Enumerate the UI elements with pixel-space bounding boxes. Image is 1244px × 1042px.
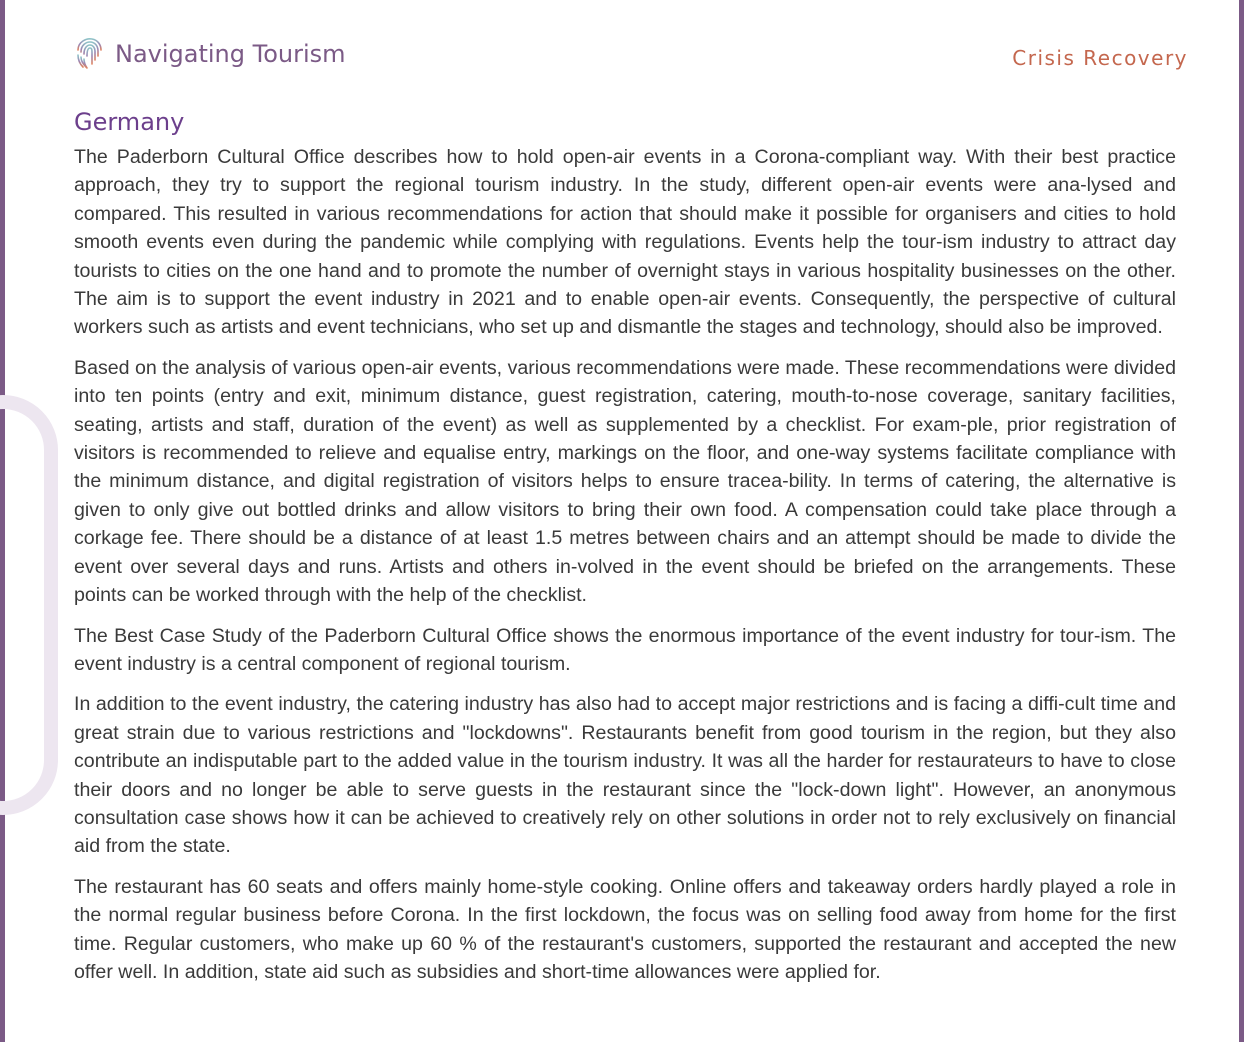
paragraph-3: The Best Case Study of the Paderborn Cultural Office shows the enormous importance of the event industry for tour-ism. The event industry is a central component of regional tourism.	[74, 624, 1176, 675]
background-watermark	[0, 395, 58, 815]
paragraph-4: In addition to the event industry, the catering industry has also had to accept major restrictions and is facing a diffi-cult time and great strain due to various restrictions and "lockdowns". Restaurants benefit from good tourism in the region, but they also contribute an indisputable part to the added value in the tourism industry. It was all the harder for restaurateurs to have to close their doors and no longer be able to serve guests in the restaurant since the "lock-down light". However, an anonymous consultation case shows how it can be achieved to creatively rely on other solutions in order not to rely exclusively on financial aid from the state.	[74, 693, 1176, 858]
paragraph-2: Based on the analysis of various open-air events, various recommendations were made. These recommendations were divided into ten points (entry and exit, minimum distance, guest registration, catering, mouth-to-nose coverage, sanitary facilities, seating, artists and staff, duration of the event) as well as supplemented by a checklist. For exam-ple, prior registration of visitors is recommended to relieve and equalise entry, markings on the floor, and one-way systems facilitate compliance with the minimum distance, and digital registration of visitors helps to ensure tracea-bility. In terms of catering, the alternative is given to only give out bottled drinks and allow visitors to bring their own food. A compensation could take place through a corkage fee. There should be a distance of at least 1.5 metres between chairs and an attempt should be made to divide the event over several days and runs. Artists and others in-volved in the event should be briefed on the arrangements. These points can be worked through with the help of the checklist.	[74, 356, 1176, 607]
page-header	[74, 34, 1188, 78]
paragraph-1: The Paderborn Cultural Office describes how to hold open-air events in a Corona-compliant way. With their best practice approach, they try to support the regional tourism industry. In the study, different open-air events were ana-lysed and compared. This resulted in various recommendations for action that should make it possible for organisers and cities to hold smooth events even during the pandemic while complying with regulations. Events help the tour-ism industry to attract day tourists to cities on the one hand and to promote the number of overnight stays in various hospitality businesses on the other. The aim is to support the event industry in 2021 and to enable open-air events. Consequently, the perspective of cultural workers such as artists and event technicians, who set up and dismantle the stages and technology, should also be improved.	[74, 146, 1176, 339]
paragraph-5: The restaurant has 60 seats and offers mainly home-style cooking. Online offers and takeaway orders hardly played a role in the normal regular business before Corona. In the first lockdown, the focus was on selling food away from home for the first time. Regular customers, who make up 60 % of the restaurant's customers, supported the restaurant and accepted the new offer well. In addition, state aid such as subsidies and short-time allowances were applied for.	[74, 875, 1176, 983]
section-title: Germany	[74, 108, 185, 136]
main-content	[74, 108, 1176, 998]
fingerprint-icon	[74, 36, 104, 70]
right-border	[1239, 0, 1244, 1042]
logo-text: Navigating Tourism	[115, 40, 346, 68]
section-badge: Crisis Recovery	[1012, 46, 1188, 70]
